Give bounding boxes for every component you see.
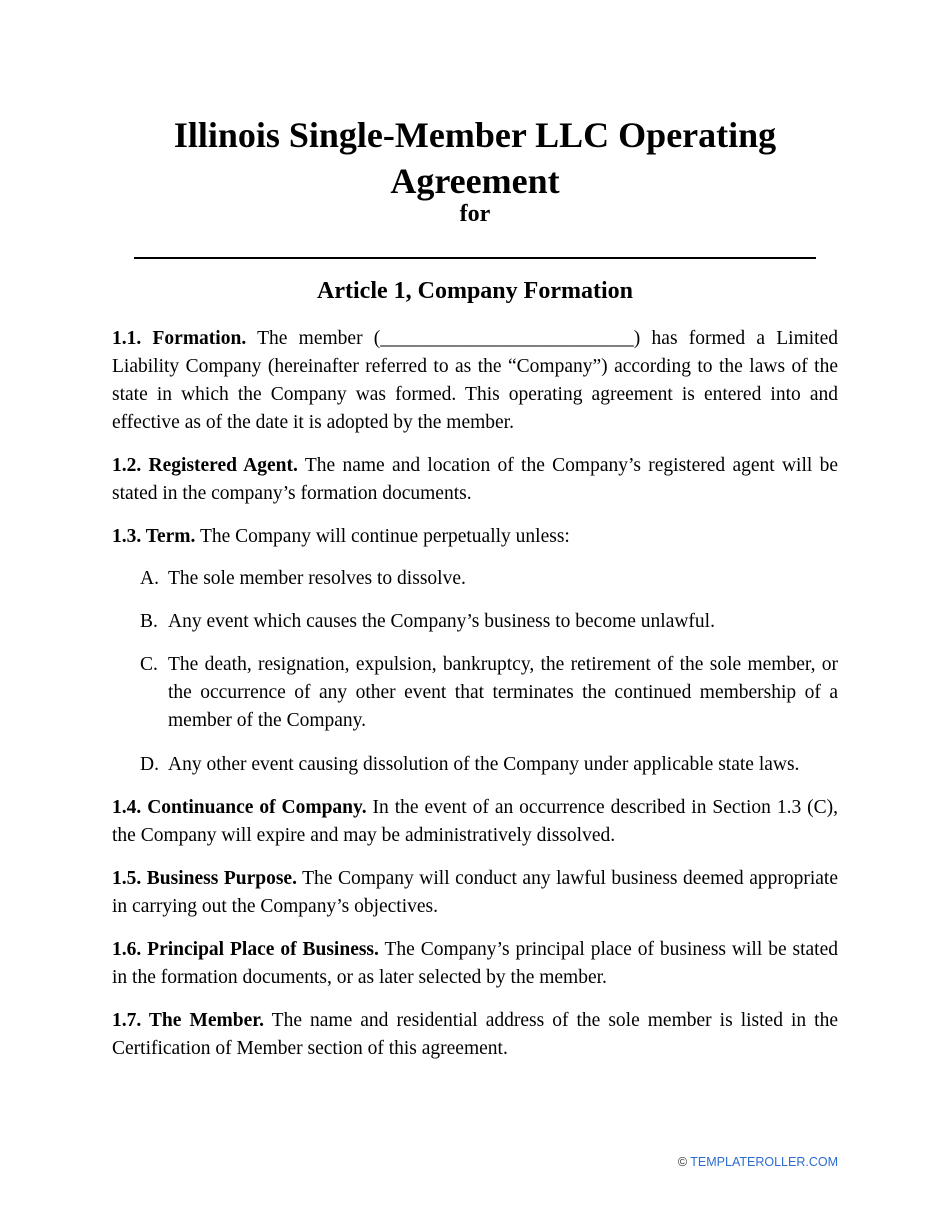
section-1-1-label: 1.1. Formation. bbox=[112, 328, 247, 349]
section-1-6-label: 1.6. Principal Place of Business. bbox=[112, 939, 379, 960]
section-1-7-text: The name and residential address of the sole member is listed in the Certification of Member section of this agreement. bbox=[112, 1010, 838, 1059]
section-1-4-text: In the event of an occurrence described in Section 1.3 (C), the Company will expire and may be administratively dissolved. bbox=[112, 797, 838, 846]
term-item-marker: D. bbox=[140, 754, 159, 775]
title-divider bbox=[134, 257, 816, 259]
section-1-3 bbox=[112, 523, 838, 551]
term-item-d bbox=[140, 751, 838, 779]
copyright-symbol: © bbox=[677, 1155, 688, 1169]
section-1-7 bbox=[112, 1007, 838, 1063]
section-1-3-label: 1.3. Term. bbox=[112, 526, 196, 547]
term-item-marker: C. bbox=[140, 654, 158, 675]
section-1-6-text: The Company’s principal place of business will be stated in the formation documents, or as later selected by the member. bbox=[112, 939, 838, 988]
term-item-marker: B. bbox=[140, 611, 158, 632]
term-item-text: Any event which causes the Company’s business to become unlawful. bbox=[168, 611, 715, 632]
section-1-2-text: The name and location of the Company’s registered agent will be stated in the company’s formation documents. bbox=[112, 455, 838, 504]
section-1-1 bbox=[112, 325, 838, 437]
section-1-4-label: 1.4. Continuance of Company. bbox=[112, 797, 367, 818]
section-1-6 bbox=[112, 936, 838, 992]
term-item-text: The sole member resolves to dissolve. bbox=[168, 568, 466, 589]
section-1-5-text: The Company will conduct any lawful business deemed appropriate in carrying out the Company’s objectives. bbox=[112, 868, 838, 917]
document-subtitle: for bbox=[459, 201, 491, 227]
document-title: Illinois Single-Member LLC Operating Agreement bbox=[173, 115, 777, 201]
section-1-1-text: The member (__________________________) has formed a Limited Liability Company (hereinafter referred to as the “Company”) according to the laws of the state in which the Company was formed. This operating agreement is entered into and effective as of the date it is adopted by the member. bbox=[112, 328, 838, 433]
section-1-2 bbox=[112, 452, 838, 508]
section-1-5 bbox=[112, 865, 838, 921]
footer-credit bbox=[678, 1154, 838, 1170]
article-heading: Article 1, Company Formation bbox=[317, 278, 633, 304]
term-item-a bbox=[140, 565, 838, 593]
term-item-text: Any other event causing dissolution of the Company under applicable state laws. bbox=[168, 754, 800, 775]
term-item-text: The death, resignation, expulsion, bankruptcy, the retirement of the sole member, or the occurrence of any other event that terminates the continued membership of a member of the Company. bbox=[168, 654, 838, 731]
section-1-7-label: 1.7. The Member. bbox=[112, 1010, 264, 1031]
section-1-4 bbox=[112, 794, 838, 850]
templateroller-link[interactable]: TEMPLATEROLLER.COM bbox=[690, 1155, 838, 1169]
term-item-c bbox=[140, 651, 838, 735]
section-1-2-label: 1.2. Registered Agent. bbox=[112, 455, 298, 476]
term-item-b bbox=[140, 608, 838, 636]
section-1-3-text: The Company will continue perpetually unless: bbox=[195, 526, 570, 547]
section-1-5-label: 1.5. Business Purpose. bbox=[112, 868, 297, 889]
term-item-marker: A. bbox=[140, 568, 159, 589]
